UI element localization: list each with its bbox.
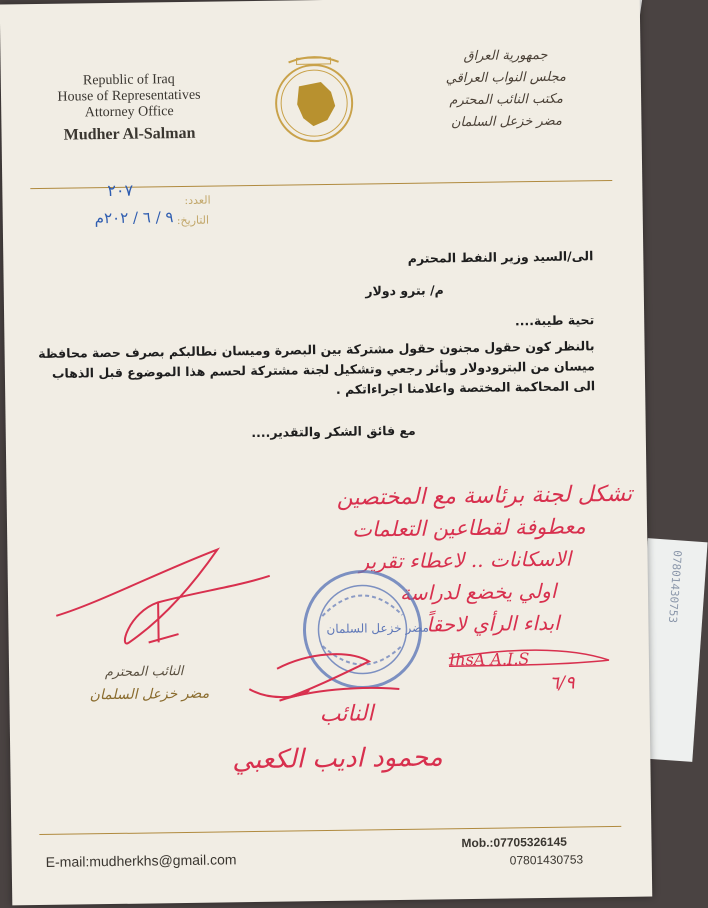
letterhead-ar-name: مضر خزعل السلمان xyxy=(450,113,563,131)
letterhead-line-house: House of Representatives xyxy=(57,87,201,105)
side-paper-number: 07801430753 xyxy=(665,549,684,624)
signature-block-title: النائب المحترم xyxy=(104,664,184,681)
handwritten-signatory-name: محمود اديب الكعبي xyxy=(232,742,443,776)
body-line-3: الى المحاكمة المختصة واعلامنا اجراءاتكم . xyxy=(335,378,596,397)
subject-line: م/ بترو دولار xyxy=(365,282,444,299)
reference-date: ٩ / ٦ / ٢٠٢م xyxy=(94,208,174,228)
handwritten-note-line-3: الاسكانات .. لاعطاء تقرير xyxy=(359,546,572,574)
handwritten-initials: IhsA A.I.S xyxy=(448,649,530,670)
handwritten-note-line-4: اولي يخضع لدراسة xyxy=(399,578,557,605)
letterhead-ar-house: مجلس النواب العراقي xyxy=(445,69,567,87)
signature-block-name: مضر خزعل السلمان xyxy=(89,685,210,704)
letterhead-line-republic: Republic of Iraq xyxy=(82,72,175,89)
footer-mobile-1: Mob.:07705326145 xyxy=(461,834,567,851)
letterhead-ar-republic: جمهورية العراق xyxy=(463,47,548,65)
footer-email: E-mail:mudherkhs@gmail.com xyxy=(45,851,237,870)
closing-line: مع فائق الشكر والتقدير.... xyxy=(251,422,416,441)
footer-mobile-2: 07801430753 xyxy=(509,852,584,868)
body-line-1: بالنظر كون حقول مجنون حقول مشتركة بين البصرة وميسان نطالبكم بصرف حصة محافظة xyxy=(38,338,595,362)
handwritten-date: ٦/٩ xyxy=(549,672,575,694)
handwritten-note-line-1: تشكل لجنة برئاسة مع المختصين xyxy=(336,481,633,511)
letterhead-ar-office: مكتب النائب المحترم xyxy=(449,91,564,109)
reference-date-label: التاريخ: xyxy=(176,213,210,228)
handwritten-note-line-2: معطوفة لقطاعين التعلمات xyxy=(351,514,586,542)
stamp-text: مضر خزعل السلمان xyxy=(326,620,430,637)
addressee: الى/السيد وزير النفط المحترم xyxy=(407,248,594,266)
handwritten-signatory-title: النائب xyxy=(319,701,374,728)
handwritten-note-line-5: ابداء الرأي لاحقاً xyxy=(426,610,560,637)
reference-number-label: العدد: xyxy=(184,193,211,207)
letterhead-line-name: Mudher Al-Salman xyxy=(63,124,196,144)
reference-number: ٢٠٧ xyxy=(107,180,134,201)
letterhead-line-office: Attorney Office xyxy=(84,104,174,121)
body-line-2: ميسان من البترودولار وبأثر رجعي وتشكيل لجنة مشتركة لحسم هذا الموضوع قبل الذهاب xyxy=(51,358,595,381)
greeting: تحية طيبة.... xyxy=(514,312,595,329)
